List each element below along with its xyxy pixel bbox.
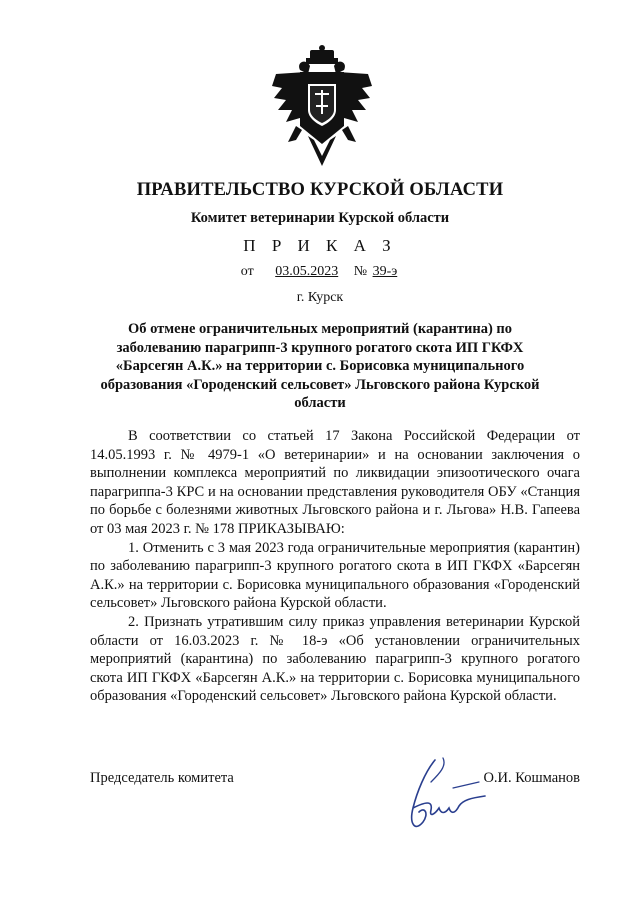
- city: г. Курск: [296, 290, 344, 305]
- order-heading: П Р И К А З: [243, 236, 397, 255]
- order-subject: Об отмене ограничительных мероприятий (карантина) по заболеванию парагрипп-3 крупного рогатого скота ИП ГКФХ «Барсегян А.К.» на территории с. Борисовка муниципального образования «Городенский сельсовет» Льговского района Курской области: [100, 321, 540, 411]
- signatory-role: Председатель комитета: [90, 770, 234, 786]
- number-prefix: №: [353, 264, 368, 279]
- order-date-number: [0, 264, 640, 280]
- coat-of-arms-icon: [270, 44, 374, 168]
- committee-name: Комитет ветеринарии Курской области: [190, 210, 450, 226]
- date-prefix: от: [240, 264, 254, 279]
- order-item-1: 1. Отменить с 3 мая 2023 года ограничительные мероприятия (карантин) по заболеванию парагрипп-3 крупного рогатого скота в ИП ГКФХ «Барсегян А.К.» на территории с. Борисовка муниципального образования «Городенский сельсовет» Льговского района Курской области.: [90, 539, 580, 612]
- order-date: 03.05.2023: [275, 264, 339, 279]
- preamble-paragraph: В соответствии со статьей 17 Закона Российской Федерации от 14.05.1993 г. № 4979-1 «О ветеринарии» и на основании заключения о выполнении комплекса мероприятий по ликвидации эпизоотического очага парагриппа-3 КРС и на основании представления руководителя ОБУ «Станция по борьбе с болезнями животных Льговского района и г. Льгова» Н.В. Гапеева от 03 мая 2023 г. № 178 ПРИКАЗЫВАЮ:: [90, 428, 580, 537]
- signatory-name: О.И. Кошманов: [483, 770, 580, 786]
- handwritten-signature-icon: [395, 752, 505, 842]
- order-number: 39-э: [372, 264, 398, 279]
- order-item-2: 2. Признать утратившим силу приказ управления ветеринарии Курской области от 16.03.2023 г. № 18-э «Об установлении ограничительных мероприятий (карантина) по заболеванию парагрипп-3 крупного рогатого скота ИП ГКФХ «Барсегян А.К.» на территории с. Борисовка муниципального образования «Городенский сельсовет» Льговского района Курской области.: [90, 613, 580, 705]
- order-body: [90, 427, 580, 706]
- government-title: ПРАВИТЕЛЬСТВО КУРСКОЙ ОБЛАСТИ: [136, 180, 504, 200]
